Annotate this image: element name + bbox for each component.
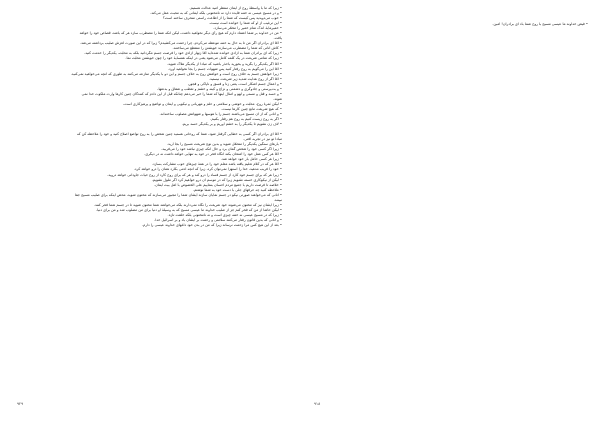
text-line: • ملاحظه کنید چه حرفهای جلی با دست خود به شما نوشتم. [192,187,282,192]
text-line: • لیکن از نیکوکاری خسته نشویم زیرا که در موسم آن درو خواهیم کرد اگر ملول نشویم. [151,177,282,182]
text-line: • و در مسیح عیسی نه ختنه فایده دارد نه نامختونی بلکه ایمانی که به محبت عمل می‌کند. [150,11,282,16]
right-page-number: ٩١٨ [314,401,321,406]
text-line: • زیرا هر کسی حامل بار خود خواهد شد. [220,157,282,162]
text-line: • و اعمال جسم آشکار است، یعنی زنا و فسق و ناپاکی و فجور، [187,81,282,86]
text-line: • بعد از این هیچ کس مرا زحمت نرساند زیرا که من در بدن خود داغهای خداوند عیسی را دارم. [141,222,282,227]
text-line: • بارهای سنگین یکدیگر را متحمّل شوید و بدین نوع شریعت مسیح را بجا آرید. [166,142,282,147]
text-line: نبینند. [273,197,282,202]
right-page [300,0,600,424]
text-line: • زیرا خواهش جسم به خلاف روح است و خواهش روح به خلاف جسم و این دو با یکدیگر منازعه می‌کنند به طوری که آنچه می‌خواهید نمی‌کنید. [70,71,282,76]
left-page-text-column [0,6,282,228]
text-line: • این ترغیب از او که شما را خوانده است نیست. [208,21,282,26]
right-page-closing-verse: • فیض خداوند ما عیسی مسیح با روح شما باد ای برادران! آمین. [492,22,588,26]
text-line: • امّا هر که در کلام تعلیم یافته باشد معلّم خود را در همهٔ چیزهای خوب مشارکت بسازد. [151,162,282,167]
text-line: • لاف زن نشویم تا یکدیگر را به خشم آوریم و بر یکدیگر حسد بریم. [181,122,282,127]
text-line: • زیرا اگر کسی خود را شخص گمان برد و حال آنکه چیزی نباشد خود را می‌فریبد. [161,147,282,152]
left-page-number: ٩٢٩ [17,401,24,406]
text-line: • زیرا ایشان نیز که مختون می‌شوند خود شریعت را نگاه نمی‌دارند بلکه می‌خواهند شما مختون شوید تا در جسم شما فخر کنند. [93,202,282,207]
text-line: • و حسد و قتل و مستی و لهو و امثال اینها که شما را خبر می‌دهم چنانکه قبل از این دادم که کنندگان چنین کارها وارث ملکوت خدا نمی [81,91,282,96]
text-line: • امّا این را می‌گویم به روح رفتار کنید پس شهوات جسم را بجا نخواهید آورد. [167,66,282,71]
text-line: • کاش آنانی که شما را مضطرب می‌سازند خویشتن را منقطع می‌ساختند. [172,46,282,51]
text-line: • خوب می‌دویدید پس کیست که شما را از اطاعت راستی منحرف ساخته است؟ [162,16,282,21]
text-line: • اگر به روح زیست کنیم به روح هم رفتار بکنیم. [210,117,282,122]
text-line: • لیکن ثمرهٔ روح، محبّت و خوشی و سلامتی و حلم و مهربانی و نیکویی و ایمان و تواضع و پرهیزکاری است، [123,101,282,106]
text-line: • زیرا که ما با واسطهٔ روح از ایمان منتظر امید عدالت هستیم. [189,6,282,10]
text-line: • امّا ای برادران اگر من تا به حال به ختنه موعظه می‌کردم، چرا زحمت می‌کشیدم؟ زیرا که در این صورت لغزش صلیب برداشته می‌شد. [79,41,282,46]
text-line: • زیرا هر که برای جسم خود کارد از جسم فساد را درو کند و هر که برای روح کارد از روح حیات جاودانی خواهد دروید. [107,172,282,177]
text-line: • زیرا که تمامی شریعت در یک کلمه کامل می‌شود یعنی در اینکه همسایهٔ خود را چون خویشتن محبّت نما. [125,56,282,61]
text-line: • و آنانی که از آن مسیح می‌باشند جسم را با هوسها و شهواتش مصلوب ساخته‌اند. [159,111,282,116]
text-line: • و آنانی که بدین قانون رفتار می‌کنند سلامتی و رحمت بر ایشان باد و بر اسرائیل خدا. [154,217,282,222]
text-line: • امّا ای برادران اگر کسی به خطایی گرفتار شود، شما که روحانی هستید چنین شخص را به روح تواضع اصلاح کنید و خود را ملاحظه کن که [76,132,282,137]
text-line: • خلاصه تا فرصت داریم با جمیع مردم احسان بنماییم علی الخصوص با اهل بیت ایمان. [153,182,282,187]
text-line: • آنانی که می‌خواهند صورتی نیکو در جسم نمایان سازند ایشان شما را مجبور می‌سازند که مختون شوید، محض اینکه برای صلیب مسیح جفا [74,192,282,197]
text-line: • من در خداوند بر شما اعتماد دارم که هیچ رأی دیگر نخواهید داشت، لیکن آنکه شما را مضطرب سازد هر که باشد، قصاص خود را خواهد [79,31,282,36]
text-line: • زیرا که ای برادران شما به آزادی خوانده شده‌اید امّا زنهار آزادی خود را فرصت جسم مگردانید بلکه به محبّت، یکدیگر را خدمت کنید. [84,51,282,56]
text-line: • خود را فریب مدهید، خدا را استهزا نمی‌توان کرد، زیرا که آنچه آدمی بکارد همان را درو خواهد کرد. [133,167,282,172]
text-line: • امّا اگر یکدیگر را بگزید و بخورید باحذر باشید که مبادا از یکدیگر هلاک شوید. [166,61,282,66]
text-line: • امّا اگر از روح هدایت شدید زیر شریعت نیستید. [208,76,282,81]
text-line: یافت. [273,36,282,41]
text-line: • که هیچ شریعت مانع چنین کارها نیست. [221,106,282,111]
text-line: شوند. [273,96,282,101]
text-line: مبادا تو نیز در تجربه افتی. [243,137,282,142]
text-line: • امّا هر کس عمل خود را امتحان بکند آنگاه فخر در خود به تنهایی خواهد داشت نه در دیگری. [144,152,282,157]
text-line: • و بت‌پرستی و جادوگری و دشمنی و نزاع و کینه و خشم و تعصّب و شقاق و بدعتها، [157,86,282,91]
text-line: • لیکن حاشا از من که فخر کنم جز از صلیب خداوند ما عیسی مسیح که به وسیلهٔ او دنیا برای من مصلوب شد و من برای دنیا. [96,207,282,212]
text-line: • زیرا که در مسیح عیسی نه ختنه چیزی است و نه نامختونی بلکه خلقت تازه. [167,212,282,217]
text-line: • خمیرمایهٔ اندک تمام خمیر را مخمّر می‌سازد. [213,26,282,31]
